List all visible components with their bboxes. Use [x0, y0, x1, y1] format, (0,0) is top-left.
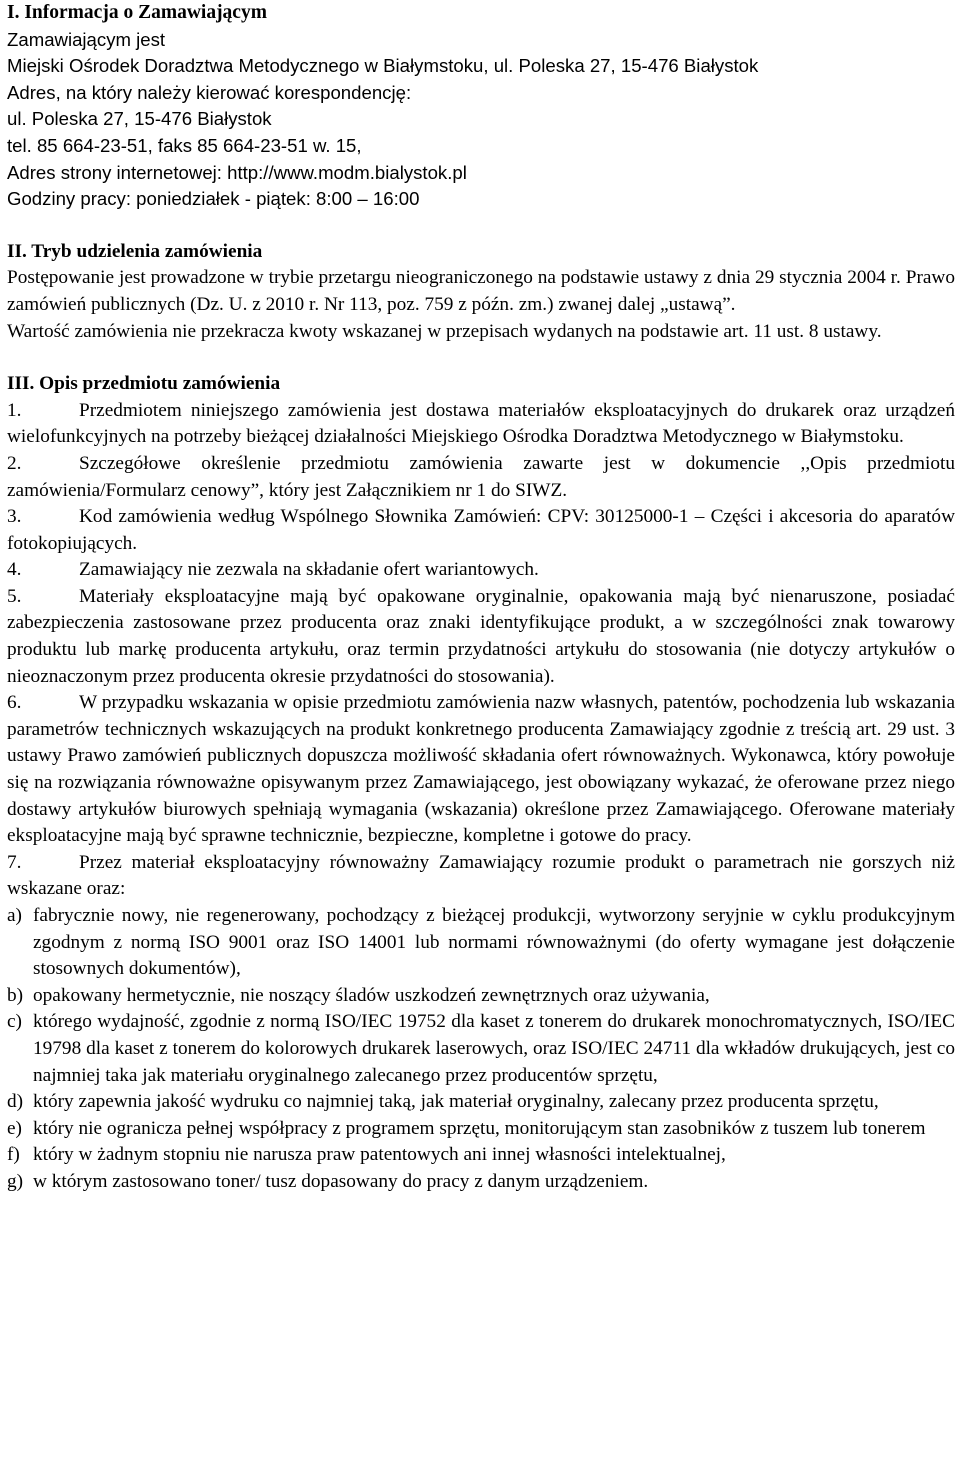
list-item: 6. W przypadku wskazania w opisie przedmiotu zamówienia nazw własnych, patentów, pochodzenia lub wskazania parametrów technicznych wskazujących na produkt konkretnego producenta Zamawiający zgodnie z treścią art. 29 ust. 3 ustawy Prawo zamówień publicznych dopuszcza możliwość składania ofert równoważnych. Wykonawca, który powołuje się na rozwiązania równoważne opisywanym przez Zamawiającego, jest obowiązany wykazać, że oferowane przez niego dostawy artykułów biurowych spełniają wymagania (wskazania) określone przez Zamawiającego. Oferowane materiały eksploatacyjne mają być sprawne technicznie, bezpieczne, kompletne i gotowe do pracy. [7, 692, 955, 847]
list-item: 1. Przedmiotem niniejszego zamówienia jest dostawa materiałów eksploatacyjnych do drukarek oraz urządzeń wielofunkcyjnych na potrzeby bieżącej działalności Miejskiego Ośrodka Doradztwa Metodycznego w Białymstoku. [7, 399, 955, 448]
sub-list-item: f) który w żadnym stopniu nie narusza praw patentowych ani innej własności intelektualnej, [7, 1144, 726, 1166]
info-line: Zamawiającym jest [7, 28, 166, 50]
info-line: Godziny pracy: poniedziałek - piątek: 8:00 – 16:00 [7, 188, 420, 210]
info-line: tel. 85 664-23-51, faks 85 664-23-51 w. 15, [7, 134, 362, 156]
section-contracting-authority [7, 0, 955, 213]
info-line: Miejski Ośrodek Doradztwa Metodycznego w Białymstoku, ul. Poleska 27, 15-476 Białystok [7, 55, 759, 77]
section-subject-description [7, 371, 955, 1195]
list-item: 4. Zamawiający nie zezwala na składanie ofert wariantowych. [7, 559, 539, 581]
section-2-heading: II. Tryb udzielenia zamówienia [7, 240, 263, 262]
section-3-heading: III. Opis przedmiotu zamówienia [7, 373, 281, 395]
sub-list-item: d) który zapewnia jakość wydruku co najmniej taką, jak materiał oryginalny, zalecany przez producenta sprzętu, [7, 1091, 879, 1113]
list-item: 7. Przez materiał eksploatacyjny równoważny Zamawiający rozumie produkt o parametrach nie gorszych niż wskazane oraz: [7, 851, 955, 900]
paragraph: Wartość zamówienia nie przekracza kwoty wskazanej w przepisach wydanych na podstawie art. 11 ust. 8 ustawy. [7, 320, 882, 342]
list-item: 2. Szczegółowe określenie przedmiotu zamówienia zawarte jest w dokumencie ,,Opis przedmiotu zamówienia/Formularz cenowy”, który jest Załącznikiem nr 1 do SIWZ. [7, 452, 955, 501]
section-procedure-mode [7, 239, 955, 345]
sub-list-item: c) którego wydajność, zgodnie z normą ISO/IEC 19752 dla kaset z tonerem do drukarek monochromatycznych, ISO/IEC 19798 dla kaset z tonerem do kolorowych drukarek laserowych, oraz ISO/IEC 24711 dla wkładów drukujących, jest co najmniej taka jak materiału oryginalnego zalecanego przez producentów sprzętu, [7, 1011, 955, 1086]
list-item: 5. Materiały eksploatacyjne mają być opakowane oryginalnie, opakowania mają być nienaruszone, posiadać zabezpieczenia zastosowane przez producenta oraz znaki identyfikujące produkt, a w szczególności znak towarowy produktu lub markę producenta artykułu, oraz termin przydatności artykułu do stosowania (nie dotyczy artykułów o nieoznaczonym przez producenta okresie przydatności do stosowania). [7, 585, 955, 687]
info-line: Adres, na który należy kierować korespondencję: [7, 81, 412, 103]
document-page [7, 0, 955, 1196]
paragraph: Postępowanie jest prowadzone w trybie przetargu nieograniczonego na podstawie ustawy z dnia 29 stycznia 2004 r. Prawo zamówień publicznych (Dz. U. z 2010 r. Nr 113, poz. 759 z późn. zm.) zwanej dalej „ustawą”. [7, 267, 955, 315]
section-1-heading: I. Informacja o Zamawiającym [7, 2, 267, 23]
sub-list-item: g) w którym zastosowano toner/ tusz dopasowany do pracy z danym urządzeniem. [7, 1170, 649, 1192]
info-line: ul. Poleska 27, 15-476 Białystok [7, 108, 272, 130]
info-line: Adres strony internetowej: http://www.modm.bialystok.pl [7, 161, 467, 183]
sub-list-item: a) fabrycznie nowy, nie regenerowany, pochodzący z bieżącej produkcji, wytworzony seryjnie w cyklu produkcyjnym zgodnym z normą ISO 9001 oraz ISO 14001 lub normami równoważnymi (do oferty wymagane jest dołączenie stosownych dokumentów), [7, 905, 955, 980]
list-item: 3. Kod zamówienia według Wspólnego Słownika Zamówień: CPV: 30125000-1 – Części i akcesoria do aparatów fotokopiujących. [7, 506, 955, 554]
sub-list-item: e) który nie ogranicza pełnej współpracy z programem sprzętu, monitorującym stan zasobników z tuszem lub tonerem [7, 1117, 926, 1139]
sub-list-item: b) opakowany hermetycznie, nie noszący śladów uszkodzeń zewnętrznych oraz używania, [7, 984, 710, 1006]
